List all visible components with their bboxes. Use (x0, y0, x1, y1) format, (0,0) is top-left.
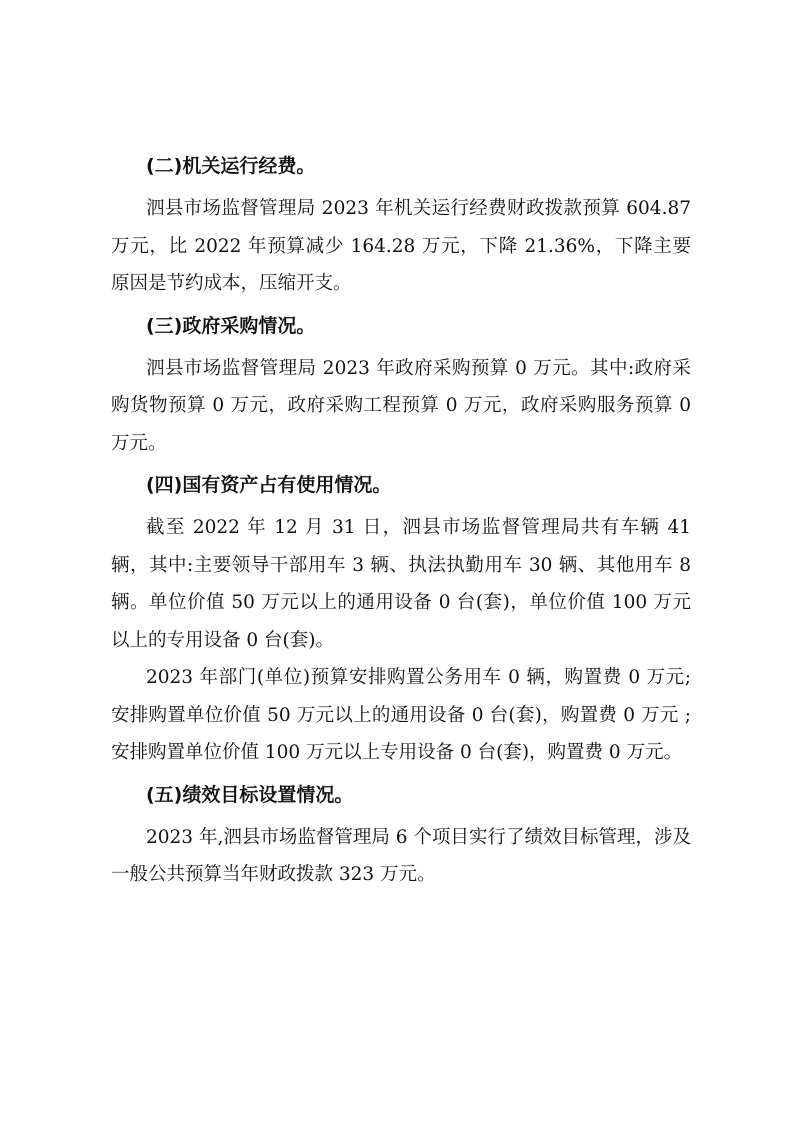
paragraph-state-assets-purchases: 2023 年部门(单位)预算安排购置公务用车 0 辆，购置费 0 万元;安排购置单位价值 50 万元以上的通用设备 0 台(套)，购置费 0 万元 ;安排购置单位价值 100 万元以上专用设备 0 台(套)，购置费 0 万元。 (111, 667, 691, 763)
section-heading-operating-expenses: (二)机关运行经费。 (146, 155, 316, 177)
document-body (111, 152, 691, 894)
paragraph-operating-expenses: 泗县市场监督管理局 2023 年机关运行经费财政拨款预算 604.87 万元，比 2022 年预算减少 164.28 万元，下降 21.36%，下降主要原因是节约成本，压缩开支。 (111, 198, 691, 294)
section-heading-performance-targets: (五)绩效目标设置情况。 (146, 783, 354, 806)
paragraph-government-procurement: 泗县市场监督管理局 2023 年政府采购预算 0 万元。其中:政府采购货物预算 0 万元，政府采购工程预算 0 万元，政府采购服务预算 0 万元。 (111, 357, 691, 454)
section-heading-state-assets: (四)国有资产占有使用情况。 (146, 474, 392, 496)
section-heading-government-procurement: (三)政府采购情况。 (146, 314, 316, 337)
paragraph-performance-targets: 2023 年,泗县市场监督管理局 6 个项目实行了绩效目标管理，涉及一般公共预算当年财政拨款 323 万元。 (111, 826, 691, 885)
paragraph-state-assets-vehicles: 截至 2022 年 12 月 31 日，泗县市场监督管理局共有车辆 41 辆，其中:主要领导干部用车 3 辆、执法执勤用车 30 辆、其他用车 8 辆。单位价值 50 万元以上的通用设备 0 台(套)，单位价值 100 万元以上的专用设备 0 台(套)。 (111, 517, 691, 651)
